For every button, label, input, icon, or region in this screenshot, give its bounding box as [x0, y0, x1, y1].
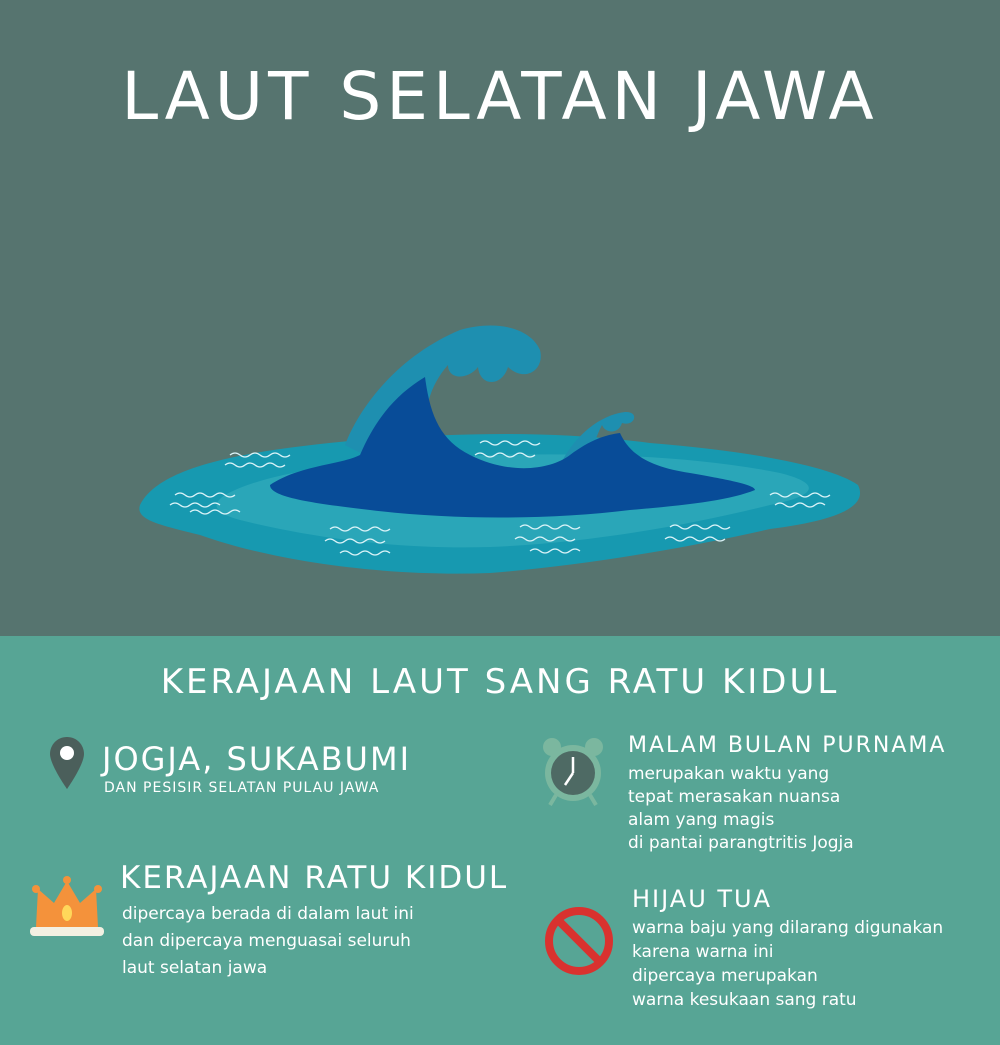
dark-green-line-3: dipercaya merupakan: [632, 966, 818, 986]
crown-line-1: dipercaya berada di dalam laut ini: [122, 904, 414, 924]
crown-line-3: laut selatan jawa: [122, 958, 268, 978]
crown-line-2: dan dipercaya menguasai seluruh: [122, 931, 411, 951]
full-moon-line-1: merupakan waktu yang: [628, 764, 830, 784]
forbidden-icon: [543, 905, 615, 977]
map-pin-icon: [48, 735, 86, 791]
full-moon-line-4: di pantai parangtritis Jogja: [628, 833, 854, 853]
full-moon-line-3: alam yang magis: [628, 810, 775, 830]
location-title: JOGJA, SUKABUMI: [102, 740, 411, 778]
crown-title: KERAJAAN RATU KIDUL: [120, 860, 509, 896]
full-moon-title: MALAM BULAN PURNAMA: [628, 733, 947, 758]
full-moon-line-2: tepat merasakan nuansa: [628, 787, 841, 807]
subtitle: KERAJAAN LAUT SANG RATU KIDUL: [160, 662, 840, 702]
location-text: DAN PESISIR SELATAN PULAU JAWA: [104, 780, 380, 796]
sea-wave-illustration: [130, 315, 870, 585]
dark-green-line-4: warna kesukaan sang ratu: [632, 990, 857, 1010]
dark-green-line-2: karena warna ini: [632, 942, 774, 962]
alarm-clock-icon: [538, 735, 608, 807]
dark-green-title: HIJAU TUA: [632, 885, 773, 913]
page-title: LAUT SELATAN JAWA: [121, 58, 879, 135]
dark-green-line-1: warna baju yang dilarang digunakan: [632, 918, 944, 938]
crown-icon: [28, 875, 106, 941]
